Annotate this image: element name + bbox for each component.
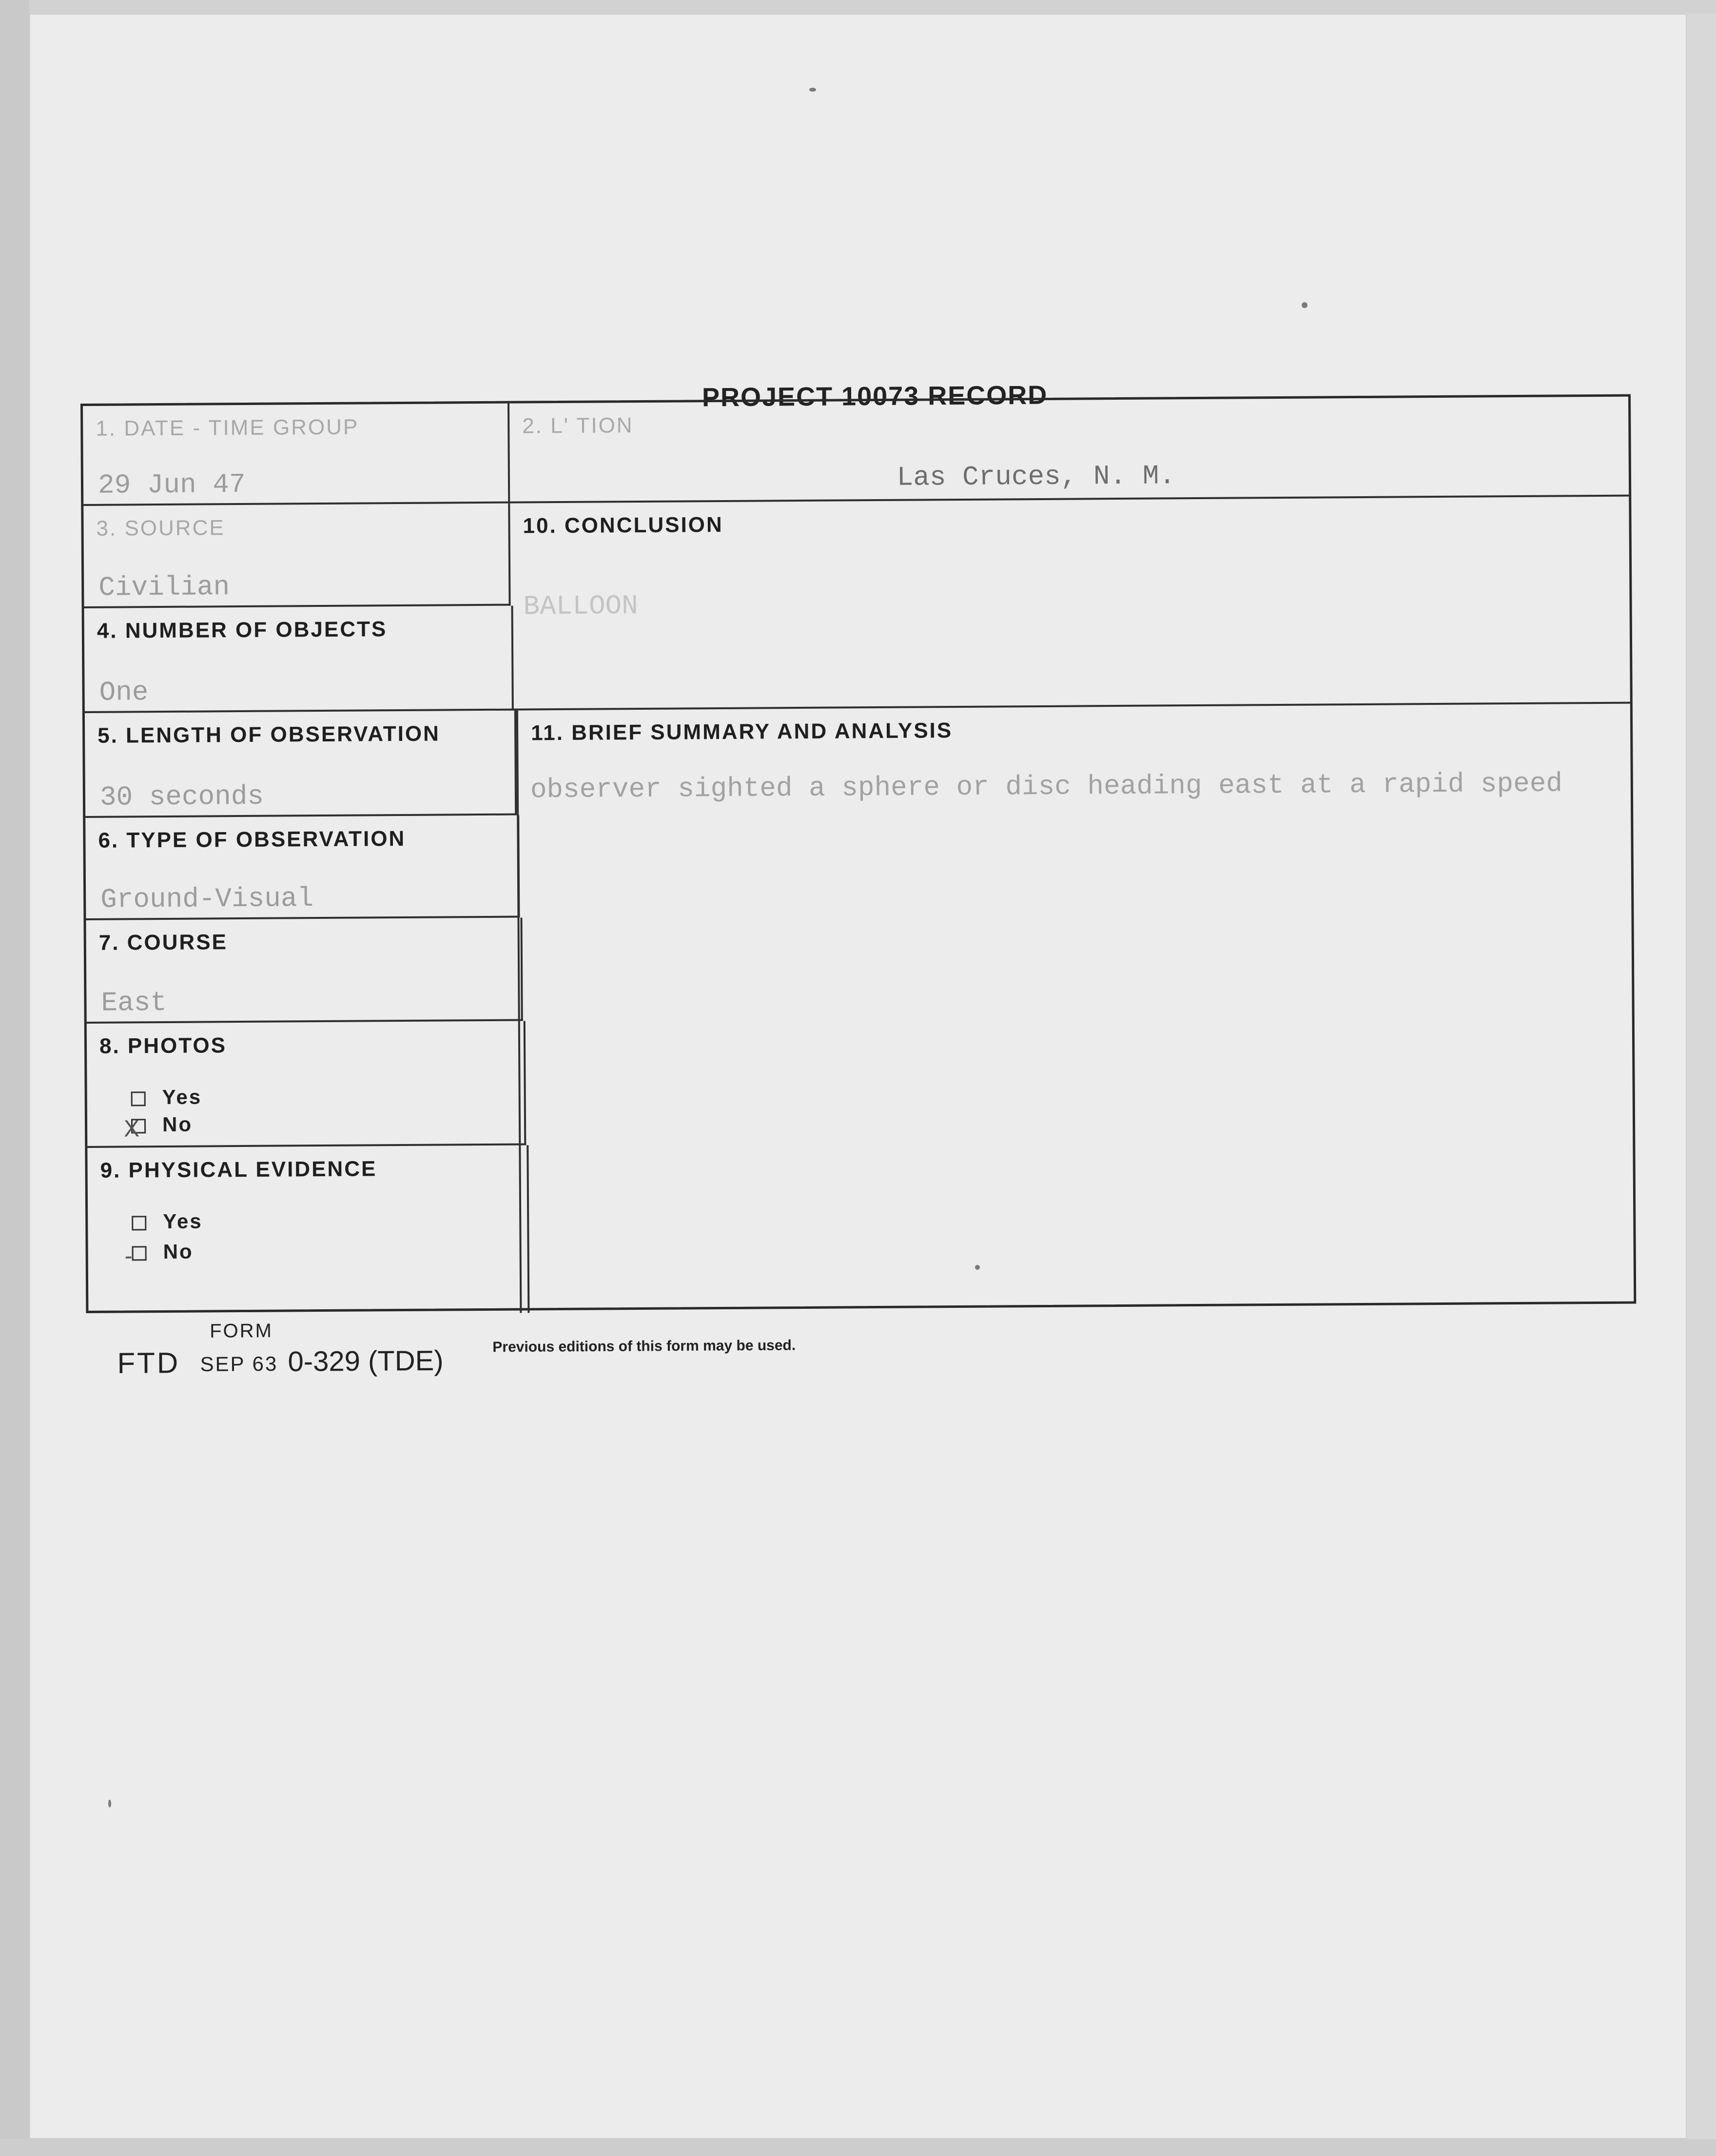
summary-label: 11. BRIEF SUMMARY AND ANALYSIS xyxy=(530,719,953,745)
physical-evidence-yes-checkbox[interactable] xyxy=(132,1216,146,1230)
location-cell xyxy=(509,397,1629,504)
physical-evidence-no-checkbox[interactable] xyxy=(124,1243,147,1269)
photos-yes-label: Yes xyxy=(162,1085,202,1109)
location-value: Las Cruces, N. M. xyxy=(897,460,1176,493)
footer-note: Previous editions of this form may be used. xyxy=(492,1337,796,1356)
photos-no-label: No xyxy=(162,1112,193,1136)
source-value: Civilian xyxy=(98,571,230,603)
photos-yes-checkbox[interactable] xyxy=(131,1091,146,1106)
dust-speck xyxy=(1302,302,1307,308)
physical-evidence-no-label: No xyxy=(163,1240,194,1263)
form-title: PROJECT 10073 RECORD xyxy=(702,380,1048,412)
number-of-objects-cell xyxy=(84,606,514,713)
photos-cell xyxy=(87,1021,526,1147)
number-of-objects-value: One xyxy=(99,677,149,708)
conclusion-value: BALLOON xyxy=(523,590,639,622)
length-of-observation-value: 30 seconds xyxy=(99,780,264,813)
footer-form-word: FORM xyxy=(209,1320,273,1342)
date-time-cell xyxy=(83,404,510,506)
physical-evidence-cell xyxy=(87,1145,529,1316)
source-label: 3. SOURCE xyxy=(96,516,225,541)
length-of-observation-cell xyxy=(85,711,517,818)
check-mark-icon: - xyxy=(124,1243,134,1269)
course-value: East xyxy=(101,987,167,1019)
scan-edge-left xyxy=(0,0,29,2156)
summary-text: observer sighted a sphere or disc heading east at a rapid speed xyxy=(530,768,1563,806)
check-mark-icon: X xyxy=(123,1116,141,1142)
type-of-observation-label: 6. TYPE OF OBSERVATION xyxy=(98,826,406,853)
physical-evidence-label: 9. PHYSICAL EVIDENCE xyxy=(100,1157,377,1183)
photos-label: 8. PHOTOS xyxy=(99,1033,227,1058)
conclusion-cell xyxy=(510,497,1630,711)
scan-edge-bottom xyxy=(0,2139,1716,2156)
footer-ftd: FTD xyxy=(117,1346,180,1379)
physical-evidence-no-option[interactable] xyxy=(124,1240,194,1269)
course-cell xyxy=(86,917,523,1023)
physical-evidence-yes-label: Yes xyxy=(163,1209,203,1233)
type-of-observation-cell xyxy=(85,816,520,920)
scan-edge-top xyxy=(0,0,1716,14)
type-of-observation-value: Ground-Visual xyxy=(100,883,314,915)
course-label: 7. COURSE xyxy=(98,930,228,955)
date-time-value: 29 Jun 47 xyxy=(98,468,246,501)
dust-speck xyxy=(975,1265,980,1270)
conclusion-label: 10. CONCLUSION xyxy=(523,512,723,538)
summary-cell xyxy=(516,704,1634,1313)
footer-form-number: 0-329 (TDE) xyxy=(288,1344,444,1378)
dust-speck xyxy=(108,1800,111,1807)
location-label: 2. L' TION xyxy=(522,413,634,438)
length-of-observation-label: 5. LENGTH OF OBSERVATION xyxy=(98,721,441,748)
physical-evidence-yes-option[interactable] xyxy=(132,1210,203,1234)
footer-date: SEP 63 xyxy=(200,1352,278,1376)
photos-no-checkbox[interactable] xyxy=(123,1116,146,1142)
dust-speck xyxy=(809,88,816,92)
record-form xyxy=(80,394,1636,1313)
photos-yes-option[interactable] xyxy=(131,1086,202,1109)
date-time-label: 1. DATE - TIME GROUP xyxy=(96,415,359,441)
photos-no-option[interactable] xyxy=(123,1112,193,1142)
source-cell xyxy=(83,504,510,608)
number-of-objects-label: 4. NUMBER OF OBJECTS xyxy=(97,617,388,643)
